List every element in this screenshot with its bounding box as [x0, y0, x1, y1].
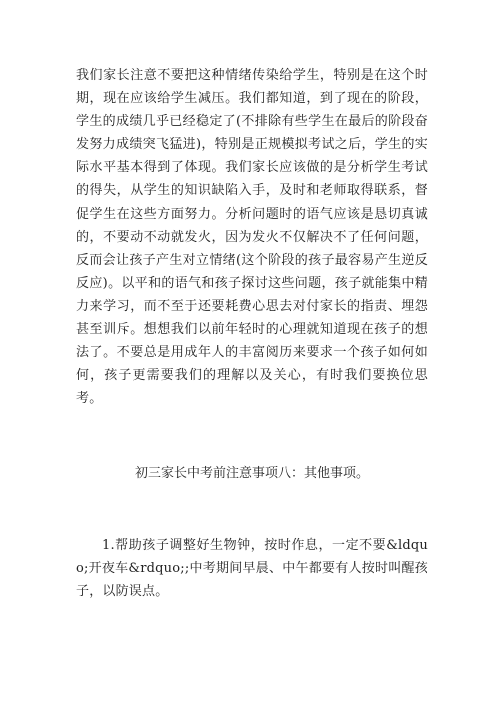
- list-item-paragraph: 1.帮助孩子调整好生物钟，按时作息，一定不要&ldquo;开夜车&rdquo;;中考期间早晨、中午都要有人按时叫醒孩子，以防误点。: [76, 538, 428, 600]
- section-heading: 初三家长中考前注意事项八：其他事项。: [134, 466, 369, 481]
- body-paragraph: 我们家长注意不要把这种情绪传染给学生，特别是在这个时期，现在应该给学生减压。我们都知道，到了现在的阶段，学生的成绩几乎已经稳定了(不排除有些学生在最后的阶段奋发努力成绩突飞猛进)，特别是正规模拟考试之后，学生的实际水平基本得到了体现。我们家长应该做的是分析学生考试的得失，从学生的知识缺陷入手，及时和老师取得联系，督促学生在这些方面努力。分析问题时的语气应该是恳切真诚的，不要动不动就发火，因为发火不仅解决不了任何问题，反而会让孩子产生对立情绪(这个阶段的孩子最容易产生逆反反应)。以平和的语气和孩子探讨这些问题，孩子就能集中精力来学习，而不至于还要耗费心思去对付家长的指责、埋怨甚至训斥。想想我们以前年轻时的心理就知道现在孩子的想法了。不要总是用成年人的丰富阅历来要求一个孩子如何如何，孩子更需要我们的理解以及关心，有时我们要换位思考。: [76, 68, 428, 407]
